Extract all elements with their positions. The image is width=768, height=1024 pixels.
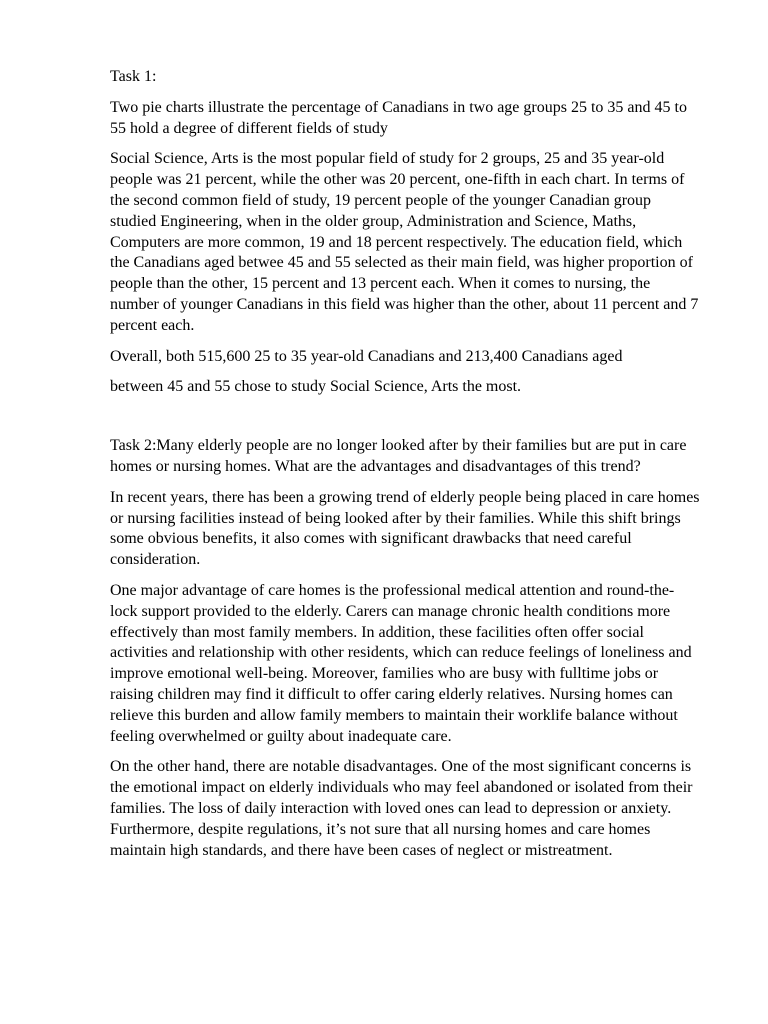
section-spacer (110, 408, 700, 436)
task1-overall-line2: between 45 and 55 chose to study Social Science, Arts the most. (110, 378, 522, 396)
task1-paragraph: Social Science, Arts is the most popular field of study for 2 groups, 25 and 35 year-old people was 21 percent, while the other was 20 percent, one-fifth in each chart. In terms of the second common field of study, 19 percent people of the younger Canadian group studied Engineering, when in the older group, Administration and Science, Maths, Computers are more common, 19 and 18 percent respectively. The education field, which the Canadians aged betwee 45 and 55 selected as their main field, was higher proportion of people than the other, 15 percent and 13 percent each. When it comes to nursing, the number of younger Canadians in this field was higher than the other, about 11 percent and 7 percent each. (110, 150, 699, 334)
task2-body1: One major advantage of care homes is the professional medical attention and round-the- lock support provided to the elderly. Carers can manage chronic health conditions more effectively than most family members. In addition, these facilities often offer social activities and relationship with other residents, which can reduce feelings of loneliness and improve emotional well-being. Moreover, families who are busy with fulltime jobs or raising children may find it difficult to offer caring elderly relatives. Nursing homes can relieve this burden and allow family members to maintain their worklife balance without feeling overwhelmed or guilty about inadequate care. (110, 581, 692, 745)
task2-body2: On the other hand, there are notable disadvantages. One of the most significant concerns is the emotional impact on elderly individuals who may feel abandoned or isolated from their families. The loss of daily interaction with loved ones can lead to depression or anxiety. Furthermore, despite regulations, it’s not sure that all nursing homes and care homes maintain high standards, and there have been cases of neglect or mistreatment. (110, 758, 693, 859)
task2-intro: In recent years, there has been a growing trend of elderly people being placed in care homes or nursing facilities instead of being looked after by their families. While this shift brings some obvious benefits, it also comes with significant drawbacks that need careful consideration. (110, 488, 700, 569)
task1-heading: Task 1: (110, 68, 157, 85)
task1-prompt: Two pie charts illustrate the percentage of Canadians in two age groups 25 to 35 and 45 to 55 hold a degree of different fields of study (110, 98, 687, 137)
document-body (110, 67, 700, 871)
task2-prompt: Task 2:Many elderly people are no longer looked after by their families but are put in care homes or nursing homes. What are the advantages and disadvantages of this trend? (110, 437, 687, 475)
task1-overall-line1: Overall, both 515,600 25 to 35 year-old Canadians and 213,400 Canadians aged (110, 347, 623, 365)
